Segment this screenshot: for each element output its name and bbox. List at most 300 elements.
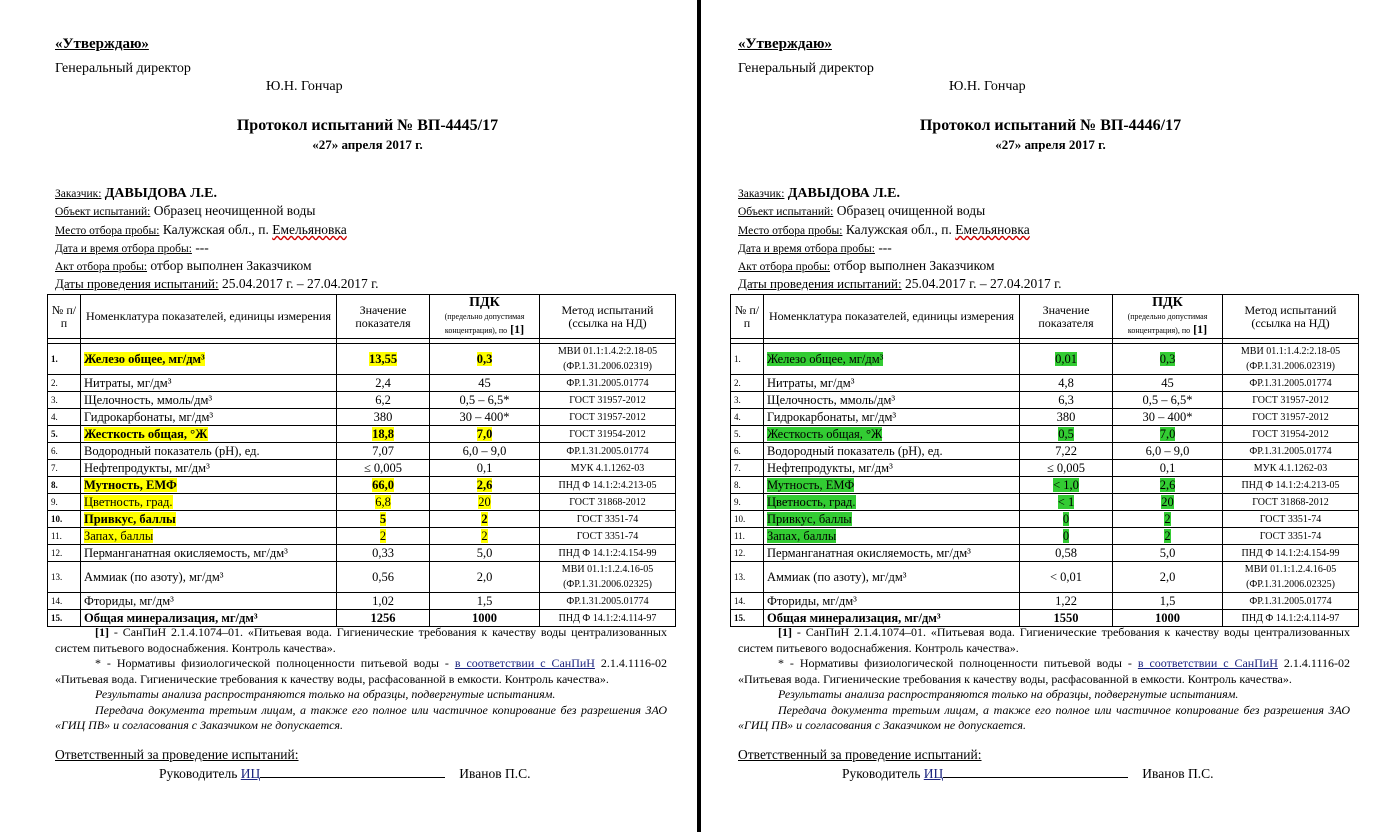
row-number-text: 8. [51,479,58,490]
pdk-text: 5,0 [1159,545,1176,560]
row-number-text: 13. [734,571,746,582]
method-text: ФР.1.31.2005.01774 [566,377,649,389]
method-text: ГОСТ 31957-2012 [1252,394,1329,406]
method-text: ГОСТ 31954-2012 [1252,428,1329,440]
results-body [731,344,1359,627]
row-number-cell [48,344,81,375]
indicator-name-cell [81,460,337,477]
responsible-label: Ответственный за проведение испытаний: [738,747,982,762]
indicator-name-text: Аммиак (по азоту), мг/дм³ [84,569,224,584]
value-text: 18,8 [372,426,394,441]
indicator-name-cell [764,375,1020,392]
value-cell [337,545,430,562]
indicator-name-cell [764,545,1020,562]
indicator-name-text: Щелочность, ммоль/дм³ [767,392,896,407]
method-text: МВИ 01.1:1.4.2:2.18-05 (ФР.1.31.2006.02319) [557,346,658,372]
row-number-cell [48,392,81,409]
method-cell [1223,375,1359,392]
note-star: * - Нормативы физиологической полноценности питьевой воды - в соответствии с СанПиН 2.1.4.1116-02 «Питьевая вода. Гигиенические требования к качеству воды, расфасованной в емкости. Контроль качества». [738,656,1350,686]
notes-block [738,625,1350,734]
row-number-text: 3. [734,394,741,405]
pdk-cell [430,593,540,610]
pdk-cell [1113,593,1223,610]
director-title: Генеральный директор [738,61,874,76]
row-number-text: 1. [51,353,58,364]
value-cell [337,593,430,610]
value-text: 2 [379,528,387,543]
pdk-text: 7,0 [476,426,493,441]
table-row [48,426,676,443]
indicator-name-text: Щелочность, ммоль/дм³ [84,392,213,407]
pdk-cell [430,562,540,593]
header-method: Метод испытаний (ссылка на НД) [1223,295,1359,339]
value-text: ≤ 0,005 [1046,460,1086,475]
row-number-text: 10. [51,513,63,524]
method-text: ПНД Ф 14.1:2:4.213-05 [558,479,657,491]
row-number-cell [48,409,81,426]
method-cell [1223,562,1359,593]
method-text: МУК 4.1.1262-03 [570,462,645,474]
pdk-cell [430,392,540,409]
row-number-text: 7. [734,462,741,473]
row-number-cell [48,477,81,494]
method-text: ГОСТ 3351-74 [1259,513,1322,525]
value-cell [1020,511,1113,528]
pdk-text: 6,0 – 9,0 [462,443,507,458]
value-cell [1020,409,1113,426]
indicator-name-cell [764,593,1020,610]
value-cell [337,477,430,494]
pdk-cell [1113,528,1223,545]
value-cell [337,375,430,392]
header-num: № п/п [48,295,81,339]
indicator-name-text: Нефтепродукты, мг/дм³ [84,460,210,475]
method-cell [540,610,676,627]
indicator-name-text: Железо общее, мг/дм³ [767,351,884,366]
pdk-text: 0,3 [476,351,493,366]
table-row [48,545,676,562]
value-text: < 0,01 [1049,569,1083,584]
row-number-text: 15. [734,612,746,623]
table-row [48,443,676,460]
note-transfer: Передача документа третьим лицам, а также его полное или частичное копирование без разрешения ЗАО «ГИЦ ПВ» и согласования с Заказчиком не допускается. [738,702,1350,732]
row-number-text: 14. [734,595,746,606]
method-text: ГОСТ 3351-74 [576,530,639,542]
row-number-cell [731,545,764,562]
method-cell [540,344,676,375]
value-text: 380 [373,409,393,424]
row-number-text: 15. [51,612,63,623]
table-row [48,460,676,477]
value-cell [337,443,430,460]
value-text: 5 [379,511,387,526]
pdk-text: 2 [1164,528,1171,543]
indicator-name-text: Мутность, ЕМФ [767,477,855,492]
dates-line: Даты проведения испытаний: 25.04.2017 г. – 27.04.2017 г. [55,276,379,291]
method-text: ФР.1.31.2005.01774 [566,445,649,457]
table-row [48,477,676,494]
indicator-name-text: Жесткость общая, °Ж [767,426,883,441]
method-text: МВИ 01.1:1.2.4.16-05 (ФР.1.31.2006.02325) [1244,564,1337,590]
pdk-cell [1113,477,1223,494]
row-number-cell [731,443,764,460]
row-number-text: 5. [734,428,741,439]
director-title: Генеральный директор [55,61,191,76]
row-number-text: 8. [734,479,741,490]
row-number-text: 14. [51,595,63,606]
method-text: ГОСТ 3351-74 [1259,530,1322,542]
method-cell [540,426,676,443]
pdk-text: 0,1 [476,460,493,475]
pdk-cell [430,528,540,545]
indicator-name-text: Жесткость общая, °Ж [84,426,208,441]
pdk-cell [430,409,540,426]
note-results: Результаты анализа распространяются только на образцы, подвергнутые испытаниям. [778,687,1239,701]
method-cell [540,460,676,477]
pdk-text: 2 [481,528,488,543]
pdk-cell [1113,443,1223,460]
table-row [48,409,676,426]
dates-line: Даты проведения испытаний: 25.04.2017 г. – 27.04.2017 г. [738,276,1062,291]
pdk-cell [430,494,540,511]
pdk-text: 45 [478,375,491,390]
table-row [731,494,1359,511]
row-number-text: 13. [51,571,63,582]
method-cell [540,511,676,528]
indicator-name-text: Водородный показатель (pH), ед. [767,443,943,458]
value-text: 66,0 [372,477,394,492]
table-row [731,344,1359,375]
pdk-cell [1113,426,1223,443]
row-number-cell [48,593,81,610]
indicator-name-cell [764,562,1020,593]
indicator-name-cell [81,426,337,443]
indicator-name-cell [81,528,337,545]
table-header-row [731,295,1359,339]
method-text: ФР.1.31.2005.01774 [1249,445,1332,457]
method-cell [1223,511,1359,528]
header-pdk: ПДК (предельно допустимая концентрация), по [1] [430,295,540,339]
indicator-name-cell [81,545,337,562]
row-number-text: 6. [51,445,58,456]
value-text: ≤ 0,005 [363,460,403,475]
place-line: Место отбора пробы: Калужская обл., п. Емельяновка [55,222,347,237]
pdk-cell [430,511,540,528]
value-text: 7,07 [372,443,394,458]
method-cell [1223,494,1359,511]
indicator-name-text: Нефтепродукты, мг/дм³ [767,460,893,475]
value-cell [337,426,430,443]
pdk-text: 2 [1164,511,1171,526]
row-number-text: 4. [51,411,58,422]
results-table [47,294,676,627]
pdk-cell [1113,511,1223,528]
row-number-cell [731,610,764,627]
indicator-name-text: Гидрокарбонаты, мг/дм³ [767,409,897,424]
indicator-name-cell [81,443,337,460]
table-row [48,511,676,528]
pdk-text: 30 – 400* [459,409,510,424]
row-number-cell [48,562,81,593]
table-row [731,409,1359,426]
value-text: 1,02 [372,593,394,608]
note-ref1: [1] - СанПиН 2.1.4.1074–01. «Питьевая вода. Гигиенические требования к качеству воды централизованных систем питьевого водоснабжения. Контроль качества». [738,625,1350,655]
signature-blank [943,765,1128,778]
value-cell [1020,494,1113,511]
indicator-name-cell [81,477,337,494]
protocol-page-2 [730,0,1370,832]
indicator-name-cell [764,344,1020,375]
indicator-name-text: Общая минерализация, мг/дм³ [767,610,941,625]
value-text: 7,22 [1055,443,1077,458]
pdk-cell [1113,545,1223,562]
pdk-cell [1113,494,1223,511]
value-cell [1020,528,1113,545]
method-text: ГОСТ 31954-2012 [569,428,646,440]
row-number-cell [731,392,764,409]
method-text: ГОСТ 31957-2012 [1252,411,1329,423]
signature-line: Руководитель ИЦ Иванов П.С. [159,766,531,781]
protocol-page-1 [47,0,687,832]
method-cell [540,392,676,409]
datetime-line: Дата и время отбора пробы: --- [738,240,892,255]
pdk-text: 30 – 400* [1142,409,1193,424]
results-body [48,344,676,627]
method-cell [1223,392,1359,409]
row-number-cell [731,344,764,375]
method-cell [1223,344,1359,375]
pdk-text: 0,1 [1159,460,1176,475]
table-row [731,375,1359,392]
pdk-text: 1,5 [476,593,493,608]
customer-line: Заказчик: ДАВЫДОВА Л.Е. [55,186,217,201]
method-text: ФР.1.31.2005.01774 [566,595,649,607]
value-cell [337,610,430,627]
signature-blank [260,765,445,778]
pdk-cell [1113,375,1223,392]
value-cell [337,460,430,477]
header-method: Метод испытаний (ссылка на НД) [540,295,676,339]
value-text: 0,01 [1055,351,1077,366]
row-number-cell [48,610,81,627]
pdk-cell [430,443,540,460]
note-results: Результаты анализа распространяются только на образцы, подвергнутые испытаниям. [95,687,556,701]
table-row [731,610,1359,627]
value-cell [1020,460,1113,477]
row-number-cell [48,375,81,392]
indicator-name-cell [764,528,1020,545]
value-text: 6,3 [1058,392,1074,407]
note-star: * - Нормативы физиологической полноценности питьевой воды - в соответствии с СанПиН 2.1.4.1116-02 «Питьевая вода. Гигиенические требования к качеству воды, расфасованной в емкости. Контроль качества». [55,656,667,686]
method-cell [1223,593,1359,610]
table-row [48,593,676,610]
pdk-text: 20 [478,494,491,509]
value-cell [1020,375,1113,392]
indicator-name-cell [81,392,337,409]
method-cell [540,494,676,511]
table-row [48,344,676,375]
method-text: ФР.1.31.2005.01774 [1249,595,1332,607]
table-row [48,562,676,593]
notes-block [55,625,667,734]
table-row [731,477,1359,494]
object-line: Объект испытаний: Образец неочищенной воды [55,203,316,218]
row-number-cell [731,562,764,593]
header-name: Номенклатура показателей, единицы измерения [764,295,1020,339]
datetime-line: Дата и время отбора пробы: --- [55,240,209,255]
indicator-name-text: Перманганатная окисляемость, мг/дм³ [767,545,971,560]
row-number-cell [48,511,81,528]
value-text: 4,8 [1058,375,1074,390]
value-cell [337,562,430,593]
value-cell [337,528,430,545]
indicator-name-cell [764,511,1020,528]
row-number-text: 3. [51,394,58,405]
row-number-cell [731,593,764,610]
value-cell [1020,443,1113,460]
row-number-cell [731,494,764,511]
row-number-text: 9. [734,496,741,507]
table-row [731,443,1359,460]
indicator-name-cell [764,426,1020,443]
value-text: 0 [1062,511,1070,526]
pdk-text: 1000 [1155,610,1180,625]
indicator-name-text: Привкус, баллы [84,511,176,526]
note-transfer: Передача документа третьим лицам, а также его полное или частичное копирование без разрешения ЗАО «ГИЦ ПВ» и согласования с Заказчиком не допускается. [55,702,667,732]
signature-line: Руководитель ИЦ Иванов П.С. [842,766,1214,781]
indicator-name-text: Цветность, град. [84,494,173,509]
row-number-text: 2. [734,377,741,388]
row-number-cell [731,426,764,443]
value-cell [1020,562,1113,593]
method-text: ПНД Ф 14.1:2:4.154-99 [1241,547,1340,559]
table-row [731,392,1359,409]
method-cell [1223,426,1359,443]
act-line: Акт отбора пробы: отбор выполнен Заказчиком [55,258,312,273]
indicator-name-text: Аммиак (по азоту), мг/дм³ [767,569,907,584]
indicator-name-cell [764,409,1020,426]
row-number-text: 2. [51,377,58,388]
method-text: ПНД Ф 14.1:2:4.114-97 [1241,612,1340,624]
value-text: 0,58 [1055,545,1077,560]
pdk-text: 7,0 [1159,426,1176,441]
row-number-cell [731,409,764,426]
pdk-text: 2,0 [1159,569,1176,584]
pdk-cell [1113,562,1223,593]
table-row [48,375,676,392]
table-row [731,593,1359,610]
value-text: 0 [1062,528,1070,543]
header-pdk: ПДК (предельно допустимая концентрация), по [1] [1113,295,1223,339]
row-number-cell [48,494,81,511]
pdk-cell [1113,610,1223,627]
method-cell [1223,443,1359,460]
pdk-text: 2,6 [476,477,493,492]
indicator-name-cell [764,443,1020,460]
row-number-text: 4. [734,411,741,422]
value-text: 0,56 [372,569,394,584]
row-number-text: 1. [734,353,741,364]
value-cell [1020,610,1113,627]
protocol-date: «27» апреля 2017 г. [312,137,423,152]
indicator-name-text: Железо общее, мг/дм³ [84,351,205,366]
pdk-cell [430,426,540,443]
method-text: ГОСТ 31868-2012 [569,496,646,508]
row-number-cell [731,477,764,494]
pdk-text: 2,6 [1159,477,1176,492]
method-cell [1223,460,1359,477]
indicator-name-text: Привкус, баллы [767,511,852,526]
method-cell [540,375,676,392]
pdk-cell [1113,460,1223,477]
value-text: < 1 [1057,494,1075,509]
row-number-text: 5. [51,428,58,439]
pdk-cell [430,344,540,375]
row-number-cell [48,443,81,460]
indicator-name-text: Нитраты, мг/дм³ [84,375,172,390]
pdk-cell [1113,392,1223,409]
indicator-name-text: Запах, баллы [84,528,154,543]
value-cell [1020,477,1113,494]
value-cell [1020,593,1113,610]
row-number-cell [731,511,764,528]
method-cell [1223,545,1359,562]
pdk-text: 2,0 [476,569,493,584]
indicator-name-text: Фториды, мг/дм³ [84,593,174,608]
object-line: Объект испытаний: Образец очищенной воды [738,203,986,218]
pdk-text: 5,0 [476,545,493,560]
indicator-name-cell [764,392,1020,409]
value-text: 13,55 [368,351,398,366]
method-cell [1223,528,1359,545]
indicator-name-cell [81,562,337,593]
pdk-text: 45 [1161,375,1174,390]
header-num: № п/п [731,295,764,339]
header-name: Номенклатура показателей, единицы измерения [81,295,337,339]
pdk-cell [430,460,540,477]
indicator-name-text: Водородный показатель (pH), ед. [84,443,260,458]
indicator-name-text: Гидрокарбонаты, мг/дм³ [84,409,214,424]
method-text: ГОСТ 31868-2012 [1252,496,1329,508]
table-row [731,511,1359,528]
pdk-text: 1,5 [1159,593,1176,608]
indicator-name-cell [81,409,337,426]
row-number-text: 12. [734,547,746,558]
protocol-title: Протокол испытаний № ВП-4446/17 [919,117,1182,134]
table-row [731,562,1359,593]
method-text: ГОСТ 3351-74 [576,513,639,525]
method-text: ФР.1.31.2005.01774 [1249,377,1332,389]
pdk-cell [1113,409,1223,426]
pdk-cell [1113,344,1223,375]
indicator-name-cell [81,344,337,375]
indicator-name-text: Мутность, ЕМФ [84,477,177,492]
act-line: Акт отбора пробы: отбор выполнен Заказчиком [738,258,995,273]
indicator-name-text: Цветность, град. [767,494,856,509]
method-text: МВИ 01.1:1.4.2:2.18-05 (ФР.1.31.2006.02319) [1240,346,1341,372]
protocol-title: Протокол испытаний № ВП-4445/17 [236,117,499,134]
value-cell [337,344,430,375]
indicator-name-cell [81,511,337,528]
value-cell [337,511,430,528]
indicator-name-text: Фториды, мг/дм³ [767,593,857,608]
director-name: Ю.Н. Гончар [949,79,1026,94]
indicator-name-cell [764,610,1020,627]
method-text: ПНД Ф 14.1:2:4.114-97 [558,612,657,624]
row-number-cell [731,528,764,545]
pdk-cell [430,610,540,627]
row-number-text: 10. [734,513,746,524]
